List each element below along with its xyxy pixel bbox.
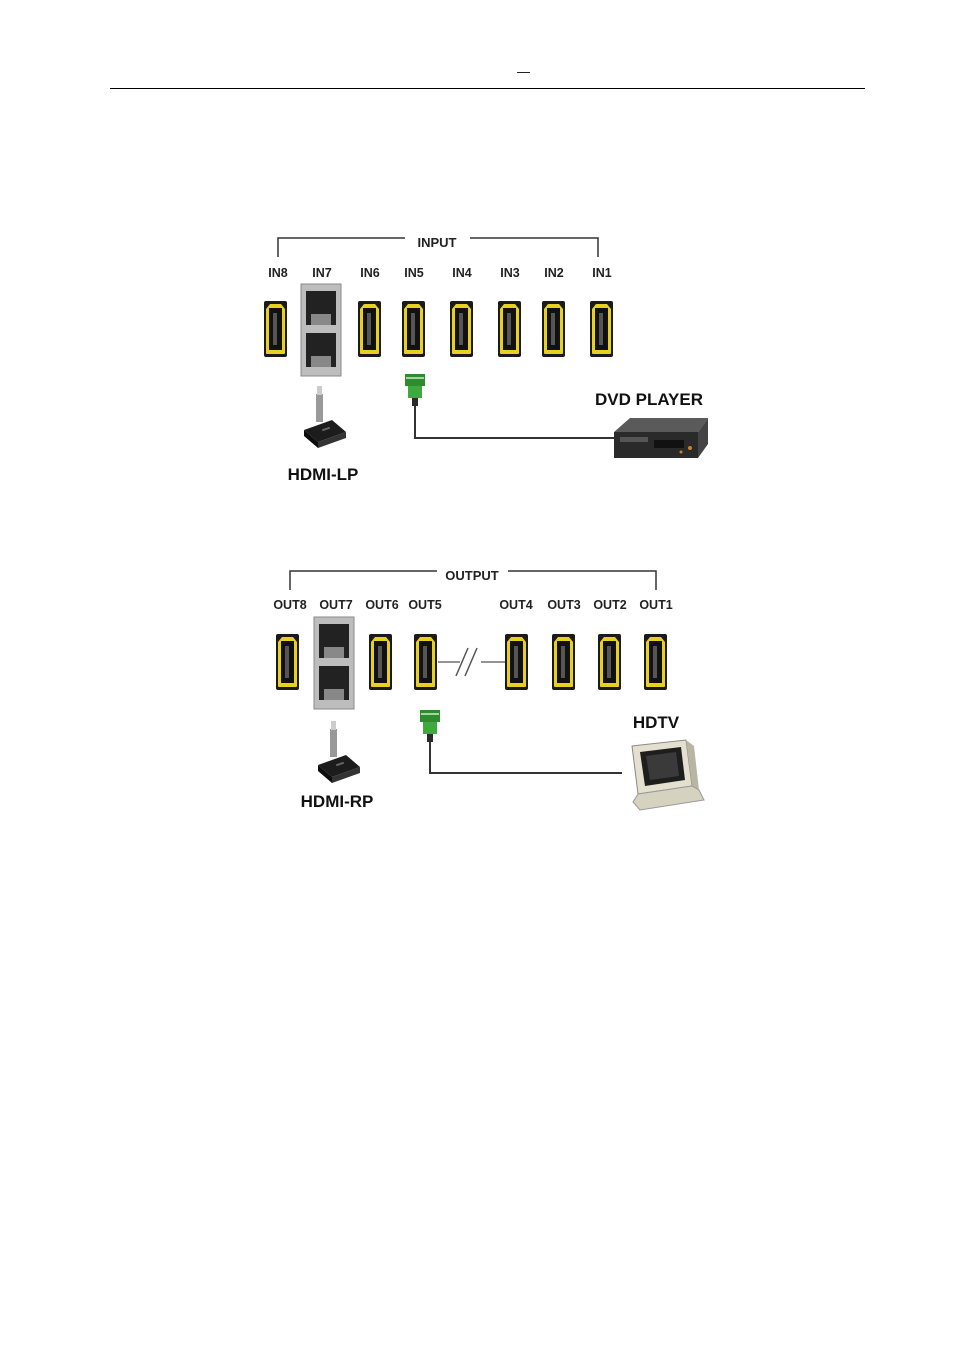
port-label-out5: OUT5	[408, 598, 442, 612]
hdmi-port-in3	[498, 301, 521, 357]
hdmi-port-in4	[450, 301, 473, 357]
port-label-in7: IN7	[312, 266, 332, 280]
header-mark: —	[517, 64, 530, 79]
hdmi-rp-label: HDMI-RP	[300, 792, 374, 811]
hdmi-plug-out5-icon	[420, 710, 440, 742]
port-label-in5: IN5	[404, 266, 424, 280]
hdmi-port-out8	[276, 634, 299, 690]
hdtv-cable	[430, 742, 622, 773]
dvd-player-label: DVD PLAYER	[594, 390, 704, 409]
port-label-out4: OUT4	[499, 598, 533, 612]
port-label-in4: IN4	[452, 266, 472, 280]
hdmi-port-out3	[552, 634, 575, 690]
hdmi-port-in1	[590, 301, 613, 357]
hdmi-rp-extender-icon	[318, 721, 360, 783]
hdmi-port-out6	[369, 634, 392, 690]
rj45-port-in7	[301, 284, 341, 376]
break-symbol-icon	[438, 648, 505, 676]
hdtv-icon	[632, 740, 704, 810]
port-label-in6: IN6	[360, 266, 380, 280]
hdmi-port-out4	[505, 634, 528, 690]
hdmi-port-out2	[598, 634, 621, 690]
port-label-out8: OUT8	[273, 598, 307, 612]
hdmi-port-in5	[402, 301, 425, 357]
hdmi-lp-extender-icon	[304, 386, 346, 448]
port-label-in1: IN1	[592, 266, 612, 280]
dvd-cable	[415, 406, 618, 438]
hdmi-port-in8	[264, 301, 287, 357]
port-label-in2: IN2	[544, 266, 564, 280]
hdtv-label: HDTV	[632, 713, 680, 732]
port-label-out3: OUT3	[547, 598, 581, 612]
hdmi-port-in2	[542, 301, 565, 357]
port-label-in3: IN3	[500, 266, 520, 280]
hdmi-port-out5	[414, 634, 437, 690]
port-label-in8: IN8	[268, 266, 288, 280]
hdmi-plug-in5-icon	[405, 374, 425, 406]
hdmi-port-out1	[644, 634, 667, 690]
hdmi-port-in6	[358, 301, 381, 357]
port-label-out2: OUT2	[593, 598, 627, 612]
rj45-port-out7	[314, 617, 354, 709]
input-group-label: INPUT	[417, 235, 457, 250]
port-label-out7: OUT7	[319, 598, 353, 612]
output-group-label: OUTPUT	[445, 568, 499, 583]
port-label-out6: OUT6	[365, 598, 399, 612]
dvd-player-icon	[614, 418, 708, 458]
port-label-out1: OUT1	[639, 598, 673, 612]
hdmi-lp-label: HDMI-LP	[287, 465, 359, 484]
